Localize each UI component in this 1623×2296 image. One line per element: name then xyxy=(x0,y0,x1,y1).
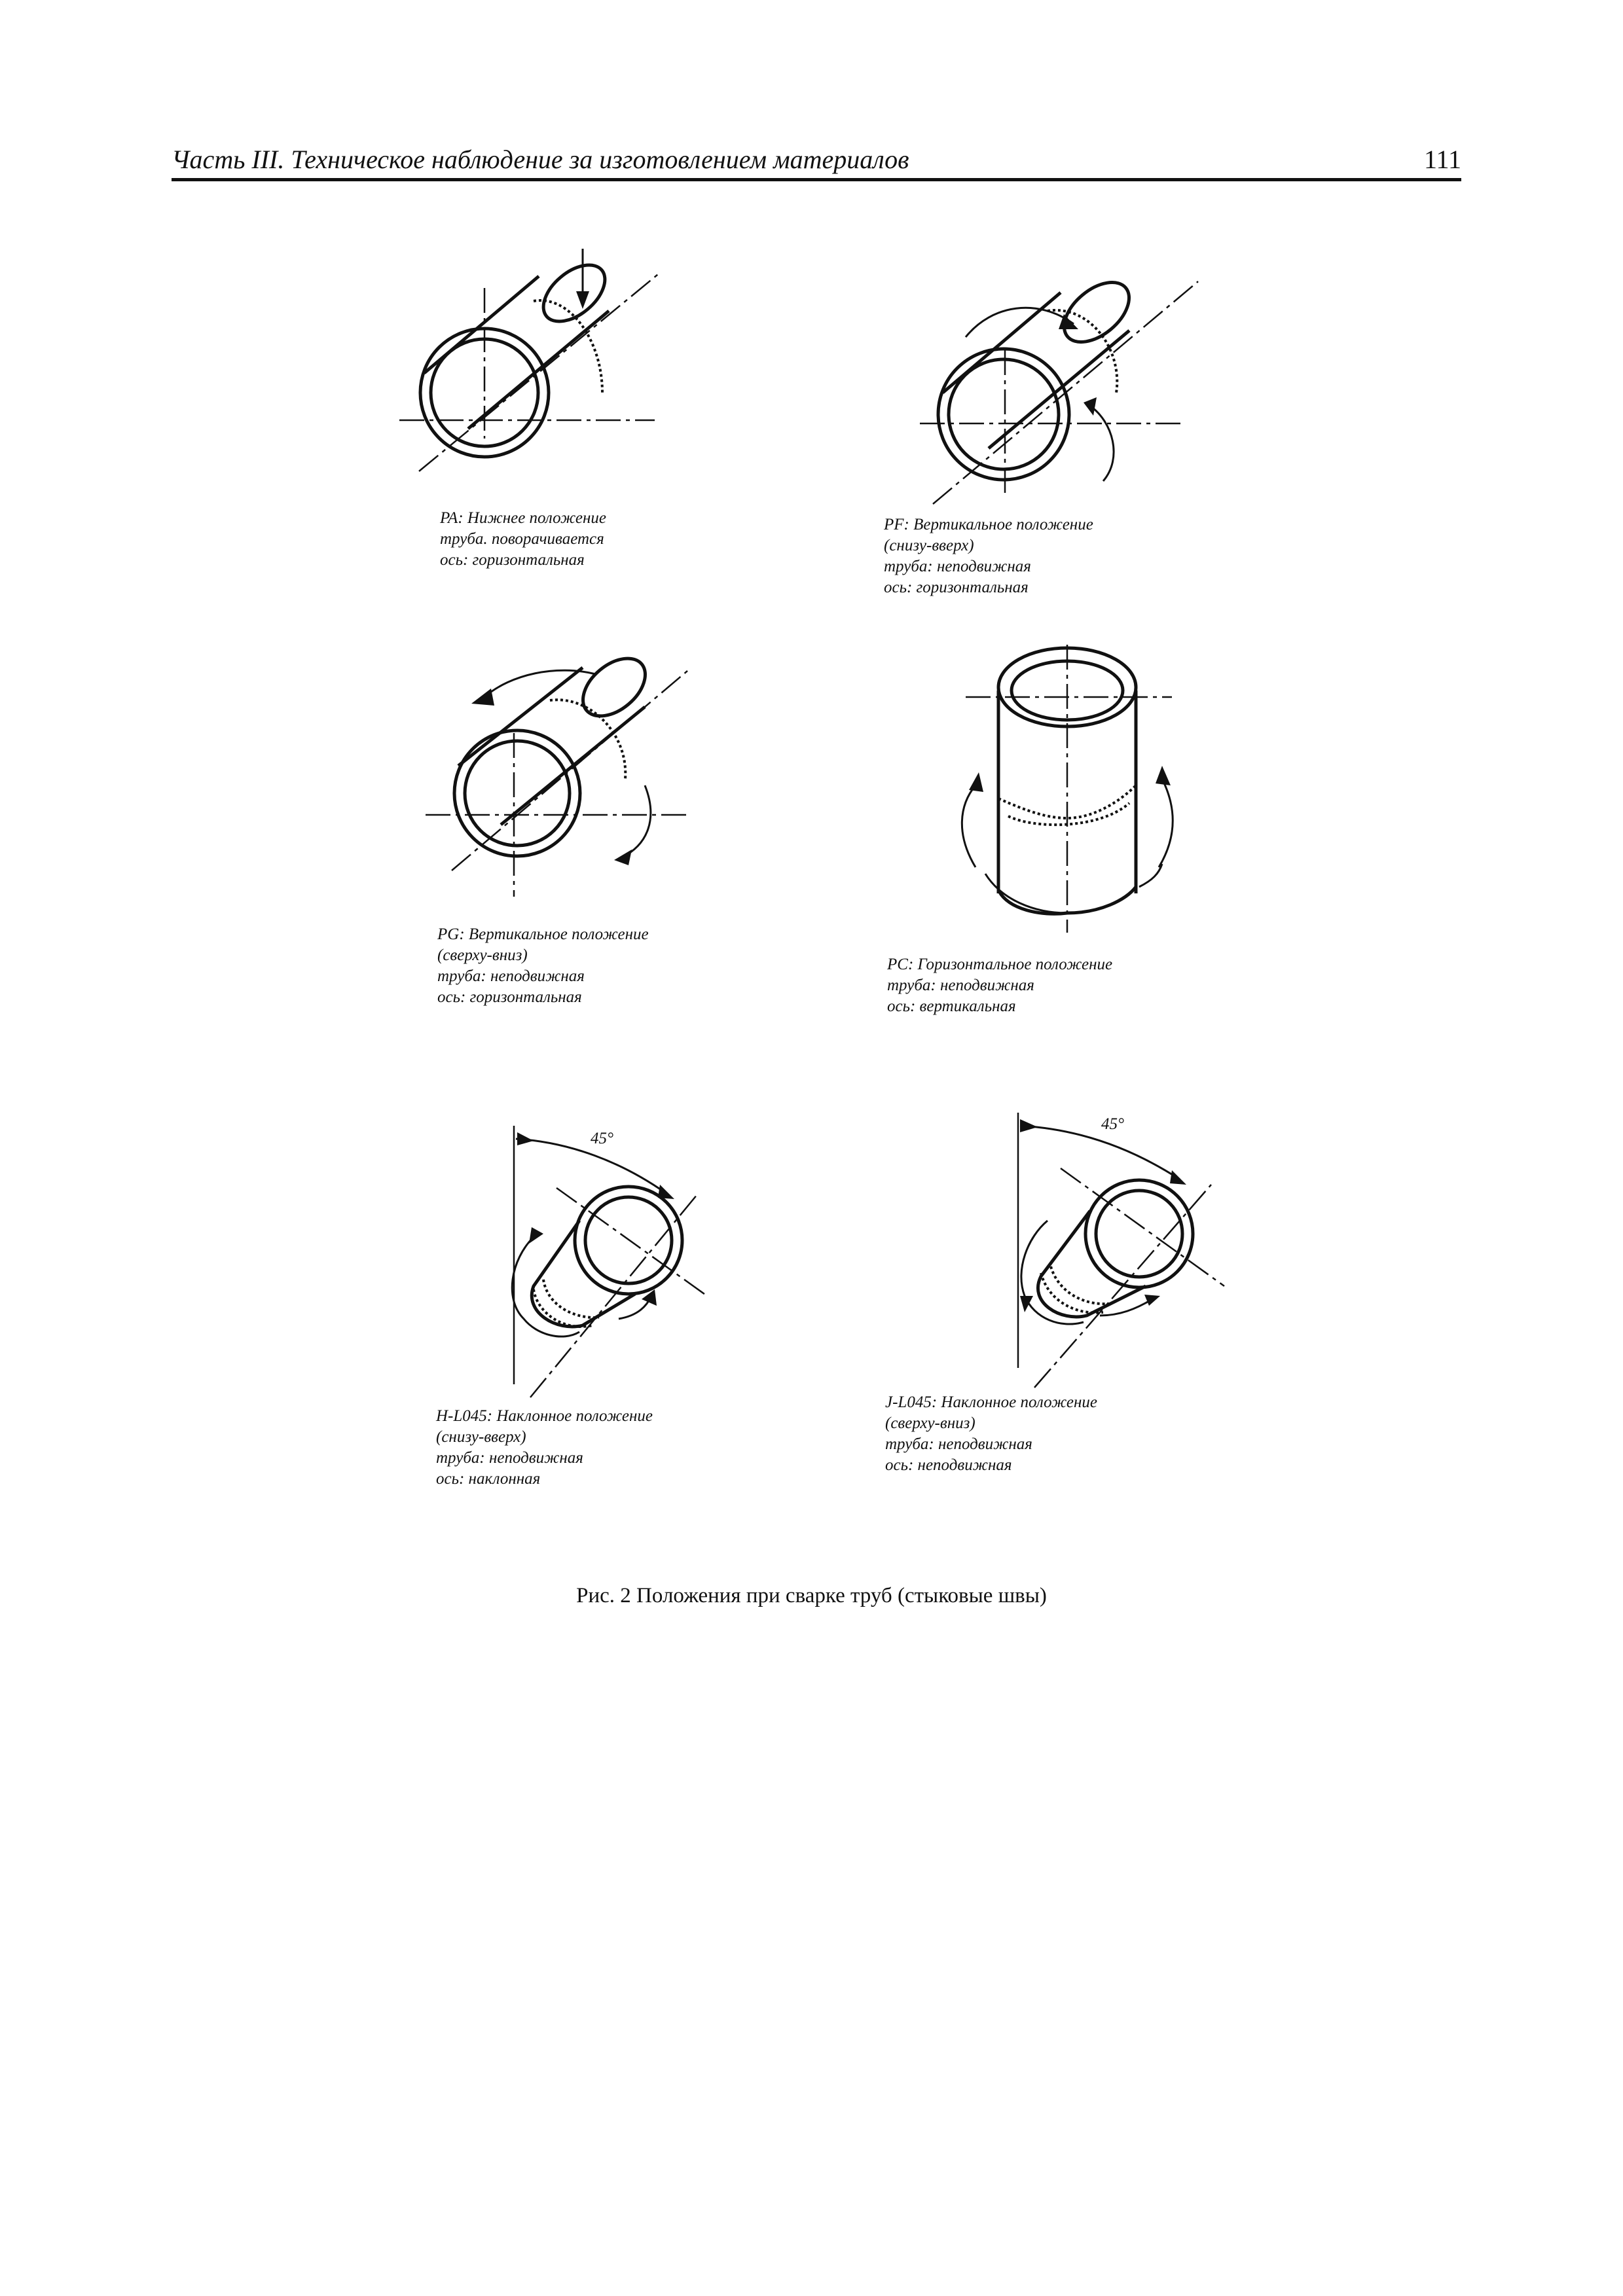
caption-hl045 xyxy=(436,1406,653,1490)
figure-pg-drawing xyxy=(406,648,707,897)
header-rule xyxy=(172,178,1461,181)
page-number: 111 xyxy=(1423,145,1461,174)
caption-pc xyxy=(887,954,1112,1017)
pipe-pc xyxy=(962,645,1173,933)
caption-hl045-line: (снизу-вверх) xyxy=(436,1428,526,1446)
caption-pf xyxy=(884,514,1093,598)
figure-caption: Рис. 2 Положения при сварке труб (стыковые швы) xyxy=(576,1584,1047,1607)
caption-pc-line: труба: неподвижная xyxy=(887,977,1034,994)
caption-pg-line: PG: Вертикальное положение xyxy=(437,925,649,943)
caption-pg xyxy=(437,924,649,1008)
figure-hl045-drawing xyxy=(471,1109,733,1410)
caption-pa xyxy=(440,508,606,571)
caption-hl045-line: H-L045: Наклонное положение xyxy=(436,1407,653,1425)
caption-pa-line: PA: Нижнее положение xyxy=(440,509,607,527)
figure-jl045-drawing xyxy=(989,1100,1250,1401)
caption-pg-line: труба: неподвижная xyxy=(437,967,585,985)
caption-pg-line: (сверху-вниз) xyxy=(437,946,528,964)
running-header xyxy=(172,144,1461,178)
pipe-jl045 xyxy=(1018,1113,1224,1388)
caption-jl045-line: (сверху-вниз) xyxy=(885,1414,976,1432)
caption-jl045-line: труба: неподвижная xyxy=(885,1435,1032,1453)
caption-pf-line: ось: горизонтальная xyxy=(884,579,1029,596)
figure-pc-drawing xyxy=(943,638,1192,939)
caption-jl045-line: J-L045: Наклонное положение xyxy=(885,1393,1097,1411)
caption-hl045-line: ось: наклонная xyxy=(436,1470,541,1488)
caption-pg-line: ось: горизонтальная xyxy=(437,988,582,1006)
figure-pa-drawing xyxy=(380,236,681,511)
caption-pa-line: труба. поворачивается xyxy=(440,530,604,548)
caption-pc-line: PC: Горизонтальное положение xyxy=(887,956,1113,973)
angle-label-hl045: 45° xyxy=(591,1130,613,1147)
header-title: Часть III. Техническое наблюдение за изготовлением материалов xyxy=(172,145,909,174)
pipe-hl045 xyxy=(512,1126,707,1397)
caption-pf-line: труба: неподвижная xyxy=(884,558,1031,575)
caption-pc-line: ось: вертикальная xyxy=(887,997,1016,1015)
caption-jl045 xyxy=(885,1392,1097,1476)
caption-pf-line: (снизу-вверх) xyxy=(884,537,974,554)
caption-jl045-line: ось: неподвижная xyxy=(885,1456,1012,1474)
caption-pf-line: PF: Вертикальное положение xyxy=(884,516,1093,533)
pipe-pf xyxy=(920,271,1198,504)
caption-pa-line: ось: горизонтальная xyxy=(440,551,585,569)
pipe-pg xyxy=(426,647,687,897)
pipe-pa xyxy=(399,249,661,471)
figure-pf-drawing xyxy=(907,252,1221,527)
caption-hl045-line: труба: неподвижная xyxy=(436,1449,583,1467)
angle-label-jl045: 45° xyxy=(1101,1115,1124,1133)
